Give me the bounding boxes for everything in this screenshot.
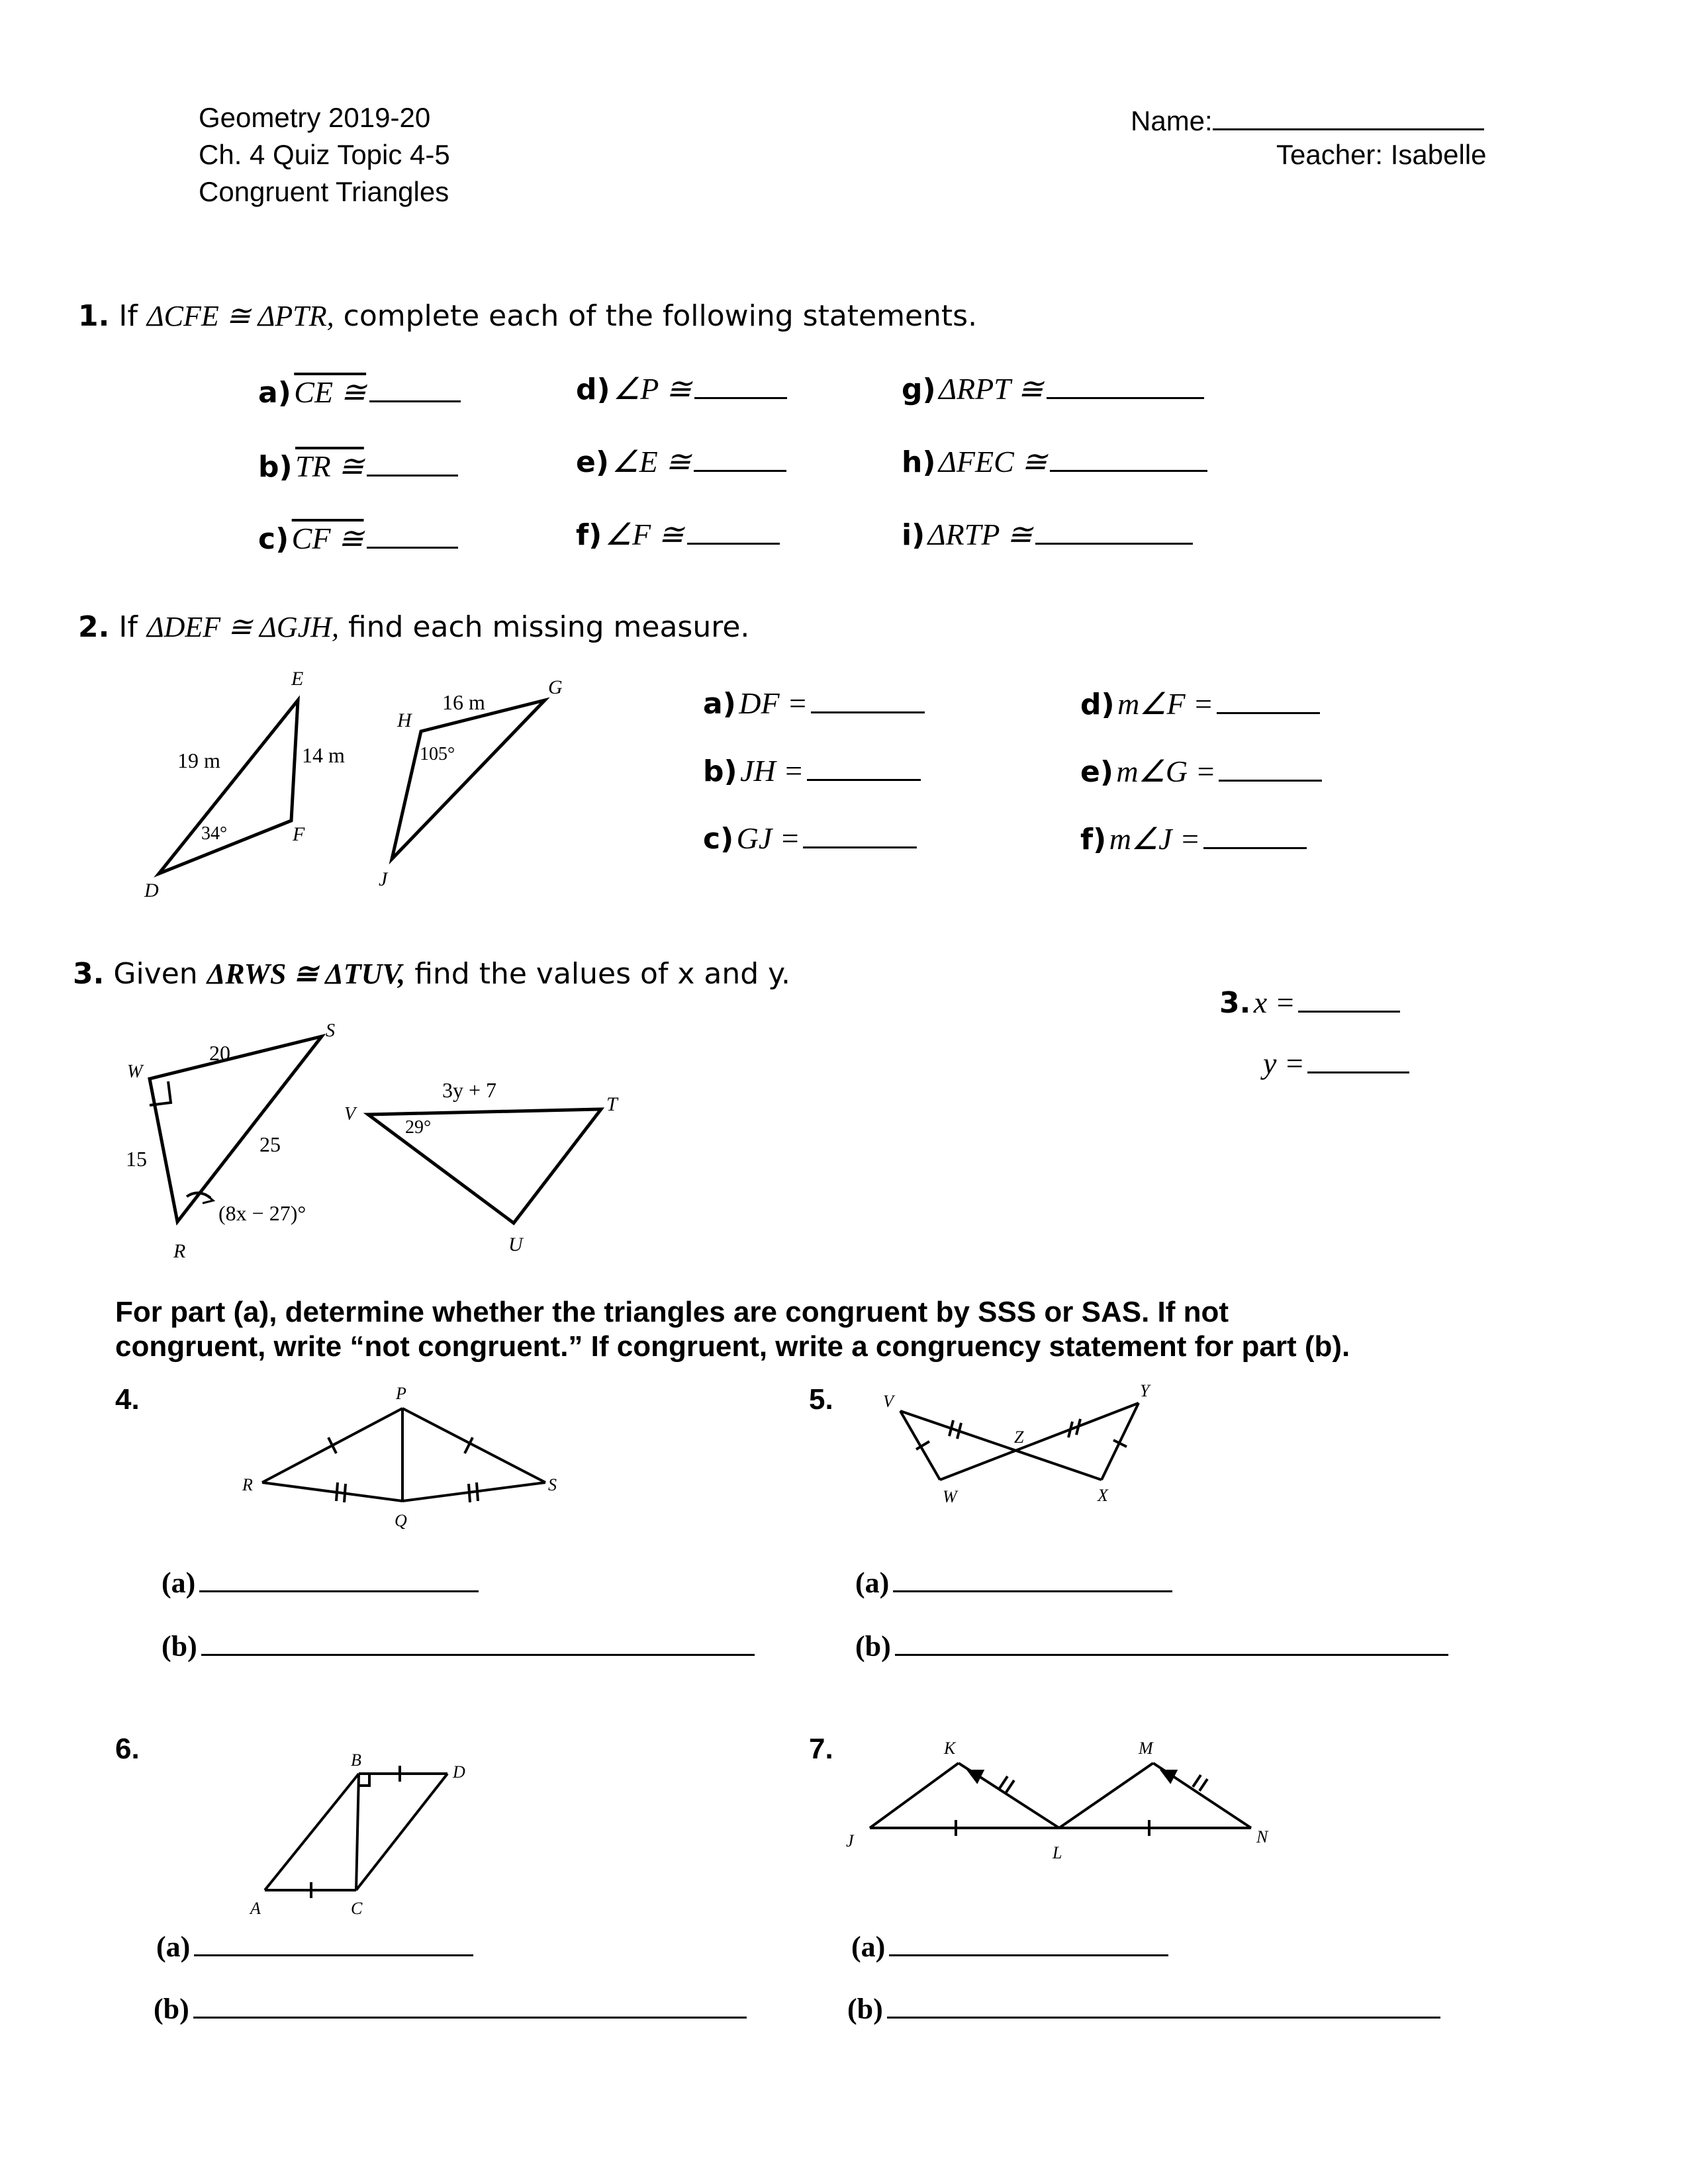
fig6-point-b: B — [351, 1751, 361, 1770]
q1-prompt — [78, 299, 977, 333]
q1-prompt-post: complete each of the following statements. — [343, 299, 978, 333]
answer-line[interactable] — [201, 1630, 755, 1656]
problem-6-number: 6. — [115, 1733, 140, 1765]
fig6-point-c: C — [351, 1899, 363, 1918]
answer-line[interactable] — [889, 1931, 1168, 1956]
q3-prompt — [73, 957, 790, 991]
fig4-point-s: S — [548, 1475, 557, 1494]
q2-item-c[interactable]: c) GJ = — [703, 821, 917, 856]
course-title: Geometry 2019-20 — [199, 102, 431, 133]
q2-prompt — [78, 610, 749, 644]
answer-line[interactable] — [887, 1993, 1440, 2019]
answer-blank[interactable] — [367, 451, 458, 477]
q1-item-h[interactable]: h) ΔFEC ≅ — [902, 443, 1207, 479]
point-g: G — [548, 676, 563, 698]
fig7-point-n: N — [1256, 1827, 1268, 1846]
side-hg-label: 16 m — [442, 690, 485, 714]
topic-title: Congruent Triangles — [199, 176, 449, 207]
point-r: R — [173, 1240, 186, 1262]
side-ws-label: 20 — [209, 1041, 230, 1065]
answer-blank[interactable] — [694, 373, 787, 399]
answer-line[interactable] — [193, 1993, 747, 2019]
answer-blank[interactable] — [1217, 688, 1320, 714]
problem-4-part-a[interactable]: (a) — [162, 1566, 479, 1600]
fig5-point-w: W — [943, 1487, 957, 1506]
q1-item-b[interactable]: b) TR ≅ — [258, 448, 458, 484]
fig7-point-j: J — [846, 1831, 854, 1850]
side-ef-label: 14 m — [302, 743, 345, 767]
point-u: U — [508, 1234, 523, 1255]
q1-given: ΔCFE ≅ ΔPTR, — [146, 300, 334, 332]
angle-h-label: 105° — [420, 744, 455, 764]
point-v: V — [344, 1104, 356, 1124]
point-t: T — [606, 1093, 618, 1115]
teacher-label: Teacher: Isabelle — [1276, 139, 1487, 170]
problem-5-part-b[interactable]: (b) — [855, 1629, 1448, 1663]
point-d: D — [144, 880, 159, 901]
q2-prompt-post: find each missing measure. — [348, 610, 750, 644]
point-e: E — [291, 668, 304, 690]
fig5-point-y: Y — [1140, 1381, 1150, 1400]
q3-prompt-pre: Given — [113, 957, 198, 991]
fig5-point-v: V — [883, 1392, 894, 1411]
answer-line[interactable] — [199, 1567, 479, 1592]
fig7-point-l: L — [1053, 1843, 1062, 1862]
fig4-point-q: Q — [395, 1511, 407, 1530]
fig4-point-p: P — [396, 1384, 406, 1403]
answer-blank[interactable] — [803, 823, 917, 848]
q1-item-g[interactable]: g) ΔRPT ≅ — [902, 371, 1204, 406]
q2-given: ΔDEF ≅ ΔGJH, — [146, 611, 339, 643]
angle-v-label: 29° — [405, 1117, 432, 1138]
q1-item-a[interactable]: a) CE ≅ — [258, 374, 461, 410]
angle-r-arrow-icon — [203, 1194, 213, 1203]
q3-answer-x[interactable]: 3. x = — [1219, 985, 1400, 1020]
quiz-title: Ch. 4 Quiz Topic 4-5 — [199, 139, 450, 170]
q3-given: ΔRWS ≅ ΔTUV, — [207, 958, 406, 990]
name-field[interactable] — [1131, 99, 1484, 140]
figure-6 — [265, 1766, 447, 1898]
answer-blank[interactable] — [1219, 756, 1322, 782]
problem-4-number: 4. — [115, 1383, 140, 1416]
side-rs-label: 25 — [259, 1132, 281, 1156]
figure-4 — [262, 1408, 545, 1502]
q1-item-d[interactable]: d) ∠P ≅ — [576, 371, 787, 406]
q2-prompt-pre: If — [118, 610, 138, 644]
fig6-point-d: D — [453, 1762, 465, 1782]
figure-5 — [900, 1403, 1139, 1480]
fig6-point-a: A — [250, 1899, 261, 1918]
answer-blank[interactable] — [1050, 446, 1207, 472]
side-de-label: 19 m — [177, 749, 220, 772]
q2-number: 2. — [78, 610, 110, 644]
problem-4-part-b[interactable]: (b) — [162, 1629, 755, 1663]
name-label: Name: — [1131, 105, 1213, 136]
q1-prompt-pre: If — [118, 299, 138, 333]
point-h: H — [397, 709, 412, 731]
problem-5-number: 5. — [809, 1383, 833, 1416]
point-f: F — [293, 823, 305, 845]
figure-7 — [870, 1763, 1251, 1836]
q1-item-i[interactable]: i) ΔRTP ≅ — [902, 516, 1193, 552]
answer-line[interactable] — [895, 1630, 1448, 1656]
point-w: W — [127, 1062, 143, 1082]
q2-item-e[interactable]: e) m∠G = — [1080, 753, 1322, 789]
problem-7-part-b[interactable]: (b) — [847, 1992, 1440, 2026]
triangle-def — [159, 700, 298, 874]
answer-blank[interactable] — [1307, 1048, 1409, 1073]
problem-7-number: 7. — [809, 1733, 833, 1765]
fig5-point-x: X — [1098, 1486, 1108, 1505]
q1-number: 1. — [78, 299, 110, 333]
answer-blank[interactable] — [694, 446, 786, 472]
side-vt-label: 3y + 7 — [442, 1078, 497, 1102]
answer-blank[interactable] — [1203, 823, 1307, 849]
q1-item-f[interactable]: f) ∠F ≅ — [576, 516, 780, 552]
answer-blank[interactable] — [811, 688, 925, 713]
q2-item-b[interactable]: b) JH = — [703, 753, 921, 788]
instructions-line-2: congruent, write “not congruent.” If congruent, write a congruency statement for part (b). — [115, 1330, 1350, 1363]
problem-5-part-a[interactable]: (a) — [855, 1566, 1172, 1600]
triangle-ghj — [392, 700, 545, 859]
answer-blank[interactable] — [1298, 987, 1400, 1013]
fig7-point-m: M — [1139, 1739, 1153, 1758]
triangle-rws — [150, 1036, 322, 1222]
angle-r-arc — [187, 1193, 211, 1198]
answer-blank[interactable] — [369, 377, 461, 402]
q1-item-e[interactable]: e) ∠E ≅ — [576, 443, 786, 479]
answer-blank[interactable] — [807, 755, 921, 781]
name-blank[interactable] — [1213, 99, 1484, 130]
angle-d-label: 34° — [201, 823, 228, 844]
side-wr-label: 15 — [126, 1147, 147, 1171]
q3-answer-y[interactable]: y = — [1263, 1046, 1409, 1081]
answer-blank[interactable] — [367, 523, 458, 549]
problem-7-part-a[interactable]: (a) — [851, 1930, 1168, 1964]
fig5-point-z: Z — [1014, 1428, 1024, 1447]
problem-6-part-a[interactable]: (a) — [156, 1930, 473, 1964]
point-j: J — [379, 868, 388, 890]
answer-line[interactable] — [194, 1931, 473, 1956]
triangle-tuv — [368, 1109, 601, 1223]
problem-6-part-b[interactable]: (b) — [154, 1992, 747, 2026]
q2-item-f[interactable]: f) m∠J = — [1080, 821, 1307, 856]
point-s: S — [326, 1021, 335, 1041]
instructions-line-1: For part (a), determine whether the triangles are congruent by SSS or SAS. If not — [115, 1296, 1229, 1328]
answer-line[interactable] — [893, 1567, 1172, 1592]
right-angle-w-icon — [150, 1081, 171, 1105]
answer-blank[interactable] — [1047, 373, 1204, 399]
q3-prompt-post: find the values of x and y. — [414, 957, 790, 991]
q2-item-a[interactable]: a) DF = — [703, 686, 925, 721]
answer-blank[interactable] — [1035, 519, 1193, 545]
q2-item-d[interactable]: d) m∠F = — [1080, 686, 1320, 721]
fig4-point-r: R — [242, 1475, 253, 1494]
q1-item-c[interactable]: c) CF ≅ — [258, 520, 458, 556]
q3-number: 3. — [73, 957, 105, 991]
fig7-point-k: K — [944, 1739, 956, 1758]
angle-r-label: (8x − 27)° — [218, 1201, 306, 1225]
answer-blank[interactable] — [687, 519, 780, 545]
